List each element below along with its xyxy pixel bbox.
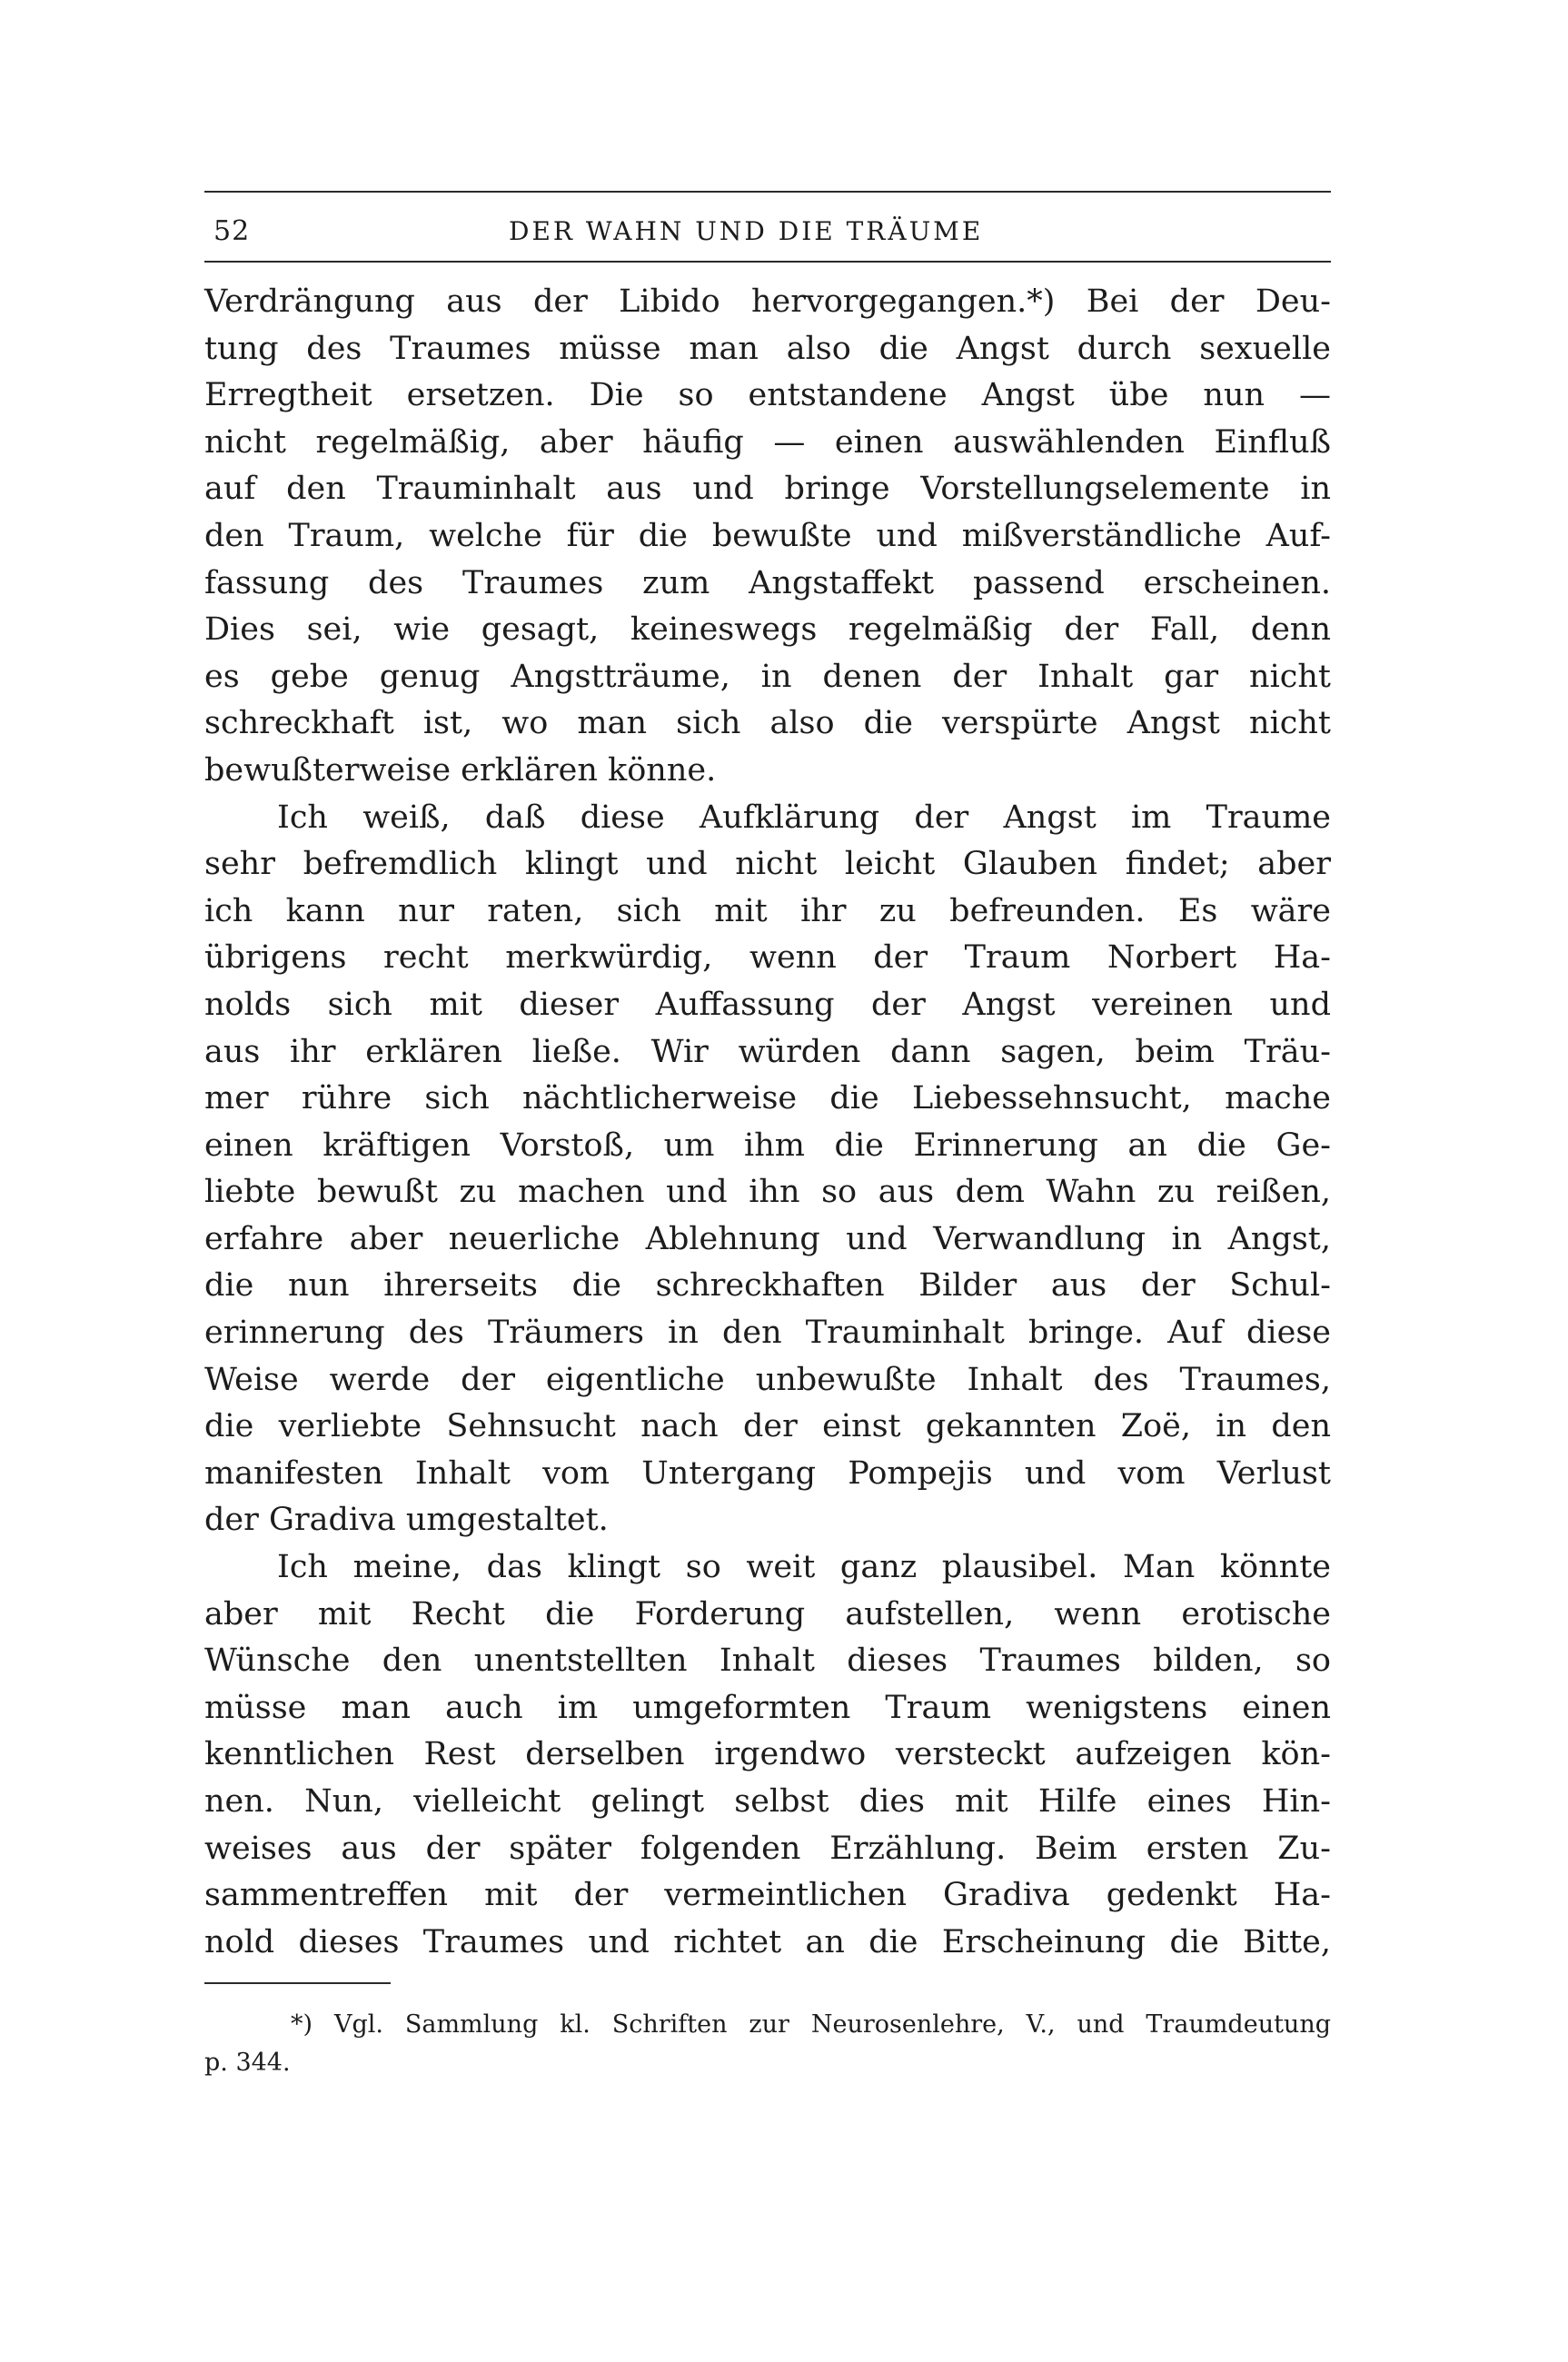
text-line: nicht regelmäßig, aber häufig — einen auswählenden Einfluß: [204, 423, 1331, 461]
text-line: erinnerung des Träumers in den Trauminhalt bringe. Auf diese: [204, 1315, 1331, 1352]
text-line: nolds sich mit dieser Auffassung der Angst vereinen und: [204, 986, 1331, 1023]
page-number: 52: [213, 215, 251, 247]
text-line: müsse man auch im umgeformten Traum wenigstens einen: [204, 1689, 1331, 1726]
footnote-rule: [204, 1982, 391, 1984]
footnote-line: p. 344.: [204, 2049, 291, 2077]
header-rule-bottom: [204, 261, 1331, 263]
text-line: die nun ihrerseits die schreckhaften Bilder aus der Schul-: [204, 1267, 1331, 1305]
text-line: liebte bewußt zu machen und ihn so aus dem Wahn zu reißen,: [204, 1174, 1331, 1211]
text-line: kenntlichen Rest derselben irgendwo versteckt aufzeigen kön-: [204, 1736, 1331, 1773]
text-line: weises aus der später folgenden Erzählung. Beim ersten Zu-: [204, 1830, 1331, 1867]
text-line: übrigens recht merkwürdig, wenn der Traum Norbert Ha-: [204, 939, 1331, 977]
text-line: bewußterweise erklären könne.: [204, 751, 717, 789]
text-line: Verdrängung aus der Libido hervorgegangen.*) Bei der Deu-: [204, 283, 1331, 320]
text-line: erfahre aber neuerliche Ablehnung und Verwandlung in Angst,: [204, 1220, 1331, 1257]
footnote-line: *) Vgl. Sammlung kl. Schriften zur Neurosenlehre, V., und Traumdeutung: [291, 2010, 1331, 2039]
text-line: mer rühre sich nächtlicherweise die Liebessehnsucht, mache: [204, 1080, 1331, 1117]
text-line: manifesten Inhalt vom Untergang Pompejis und vom Verlust: [204, 1454, 1331, 1492]
text-line: Erregtheit ersetzen. Die so entstandene Angst übe nun —: [204, 377, 1331, 414]
text-line: die verliebte Sehnsucht nach der einst gekannten Zoë, in den: [204, 1408, 1331, 1445]
text-line: ich kann nur raten, sich mit ihr zu befreunden. Es wäre: [204, 892, 1331, 929]
text-line: auf den Trauminhalt aus und bringe Vorstellungselemente in: [204, 471, 1331, 508]
text-line: den Traum, welche für die bewußte und mißverständliche Auf-: [204, 517, 1331, 554]
text-line: Wünsche den unentstellten Inhalt dieses Traumes bilden, so: [204, 1642, 1331, 1680]
text-line: der Gradiva umgestaltet.: [204, 1502, 609, 1539]
text-line: aber mit Recht die Forderung aufstellen, wenn erotische: [204, 1595, 1331, 1633]
text-line: es gebe genug Angstträume, in denen der Inhalt gar nicht: [204, 658, 1331, 695]
text-line: schreckhaft ist, wo man sich also die verspürte Angst nicht: [204, 705, 1331, 742]
text-line: nen. Nun, vielleicht gelingt selbst dies mit Hilfe eines Hin-: [204, 1783, 1331, 1820]
text-line: Dies sei, wie gesagt, keineswegs regelmäßig der Fall, denn: [204, 611, 1331, 649]
text-line: aus ihr erklären ließe. Wir würden dann sagen, beim Träu-: [204, 1033, 1331, 1070]
text-line: nold dieses Traumes und richtet an die Erscheinung die Bitte,: [204, 1923, 1331, 1960]
text-line: fassung des Traumes zum Angstaffekt passend erscheinen.: [204, 564, 1331, 601]
header-rule-top: [204, 191, 1331, 193]
footnote: [204, 2006, 1331, 2082]
paragraph-first-line: Ich weiß, daß diese Aufklärung der Angst im Traume: [277, 799, 1331, 836]
text-line: sammentreffen mit der vermeintlichen Gradiva gedenkt Ha-: [204, 1877, 1331, 1914]
body-text: [204, 279, 1331, 1966]
text-line: sehr befremdlich klingt und nicht leicht Glauben findet; aber: [204, 846, 1331, 883]
paragraph-first-line: Ich meine, das klingt so weit ganz plausibel. Man könnte: [277, 1549, 1331, 1586]
text-line: Weise werde der eigentliche unbewußte Inhalt des Traumes,: [204, 1361, 1331, 1398]
text-line: tung des Traumes müsse man also die Angst durch sexuelle: [204, 330, 1331, 367]
text-line: einen kräftigen Vorstoß, um ihm die Erinnerung an die Ge-: [204, 1126, 1331, 1164]
running-title: DER WAHN UND DIE TRÄUME: [509, 216, 984, 246]
